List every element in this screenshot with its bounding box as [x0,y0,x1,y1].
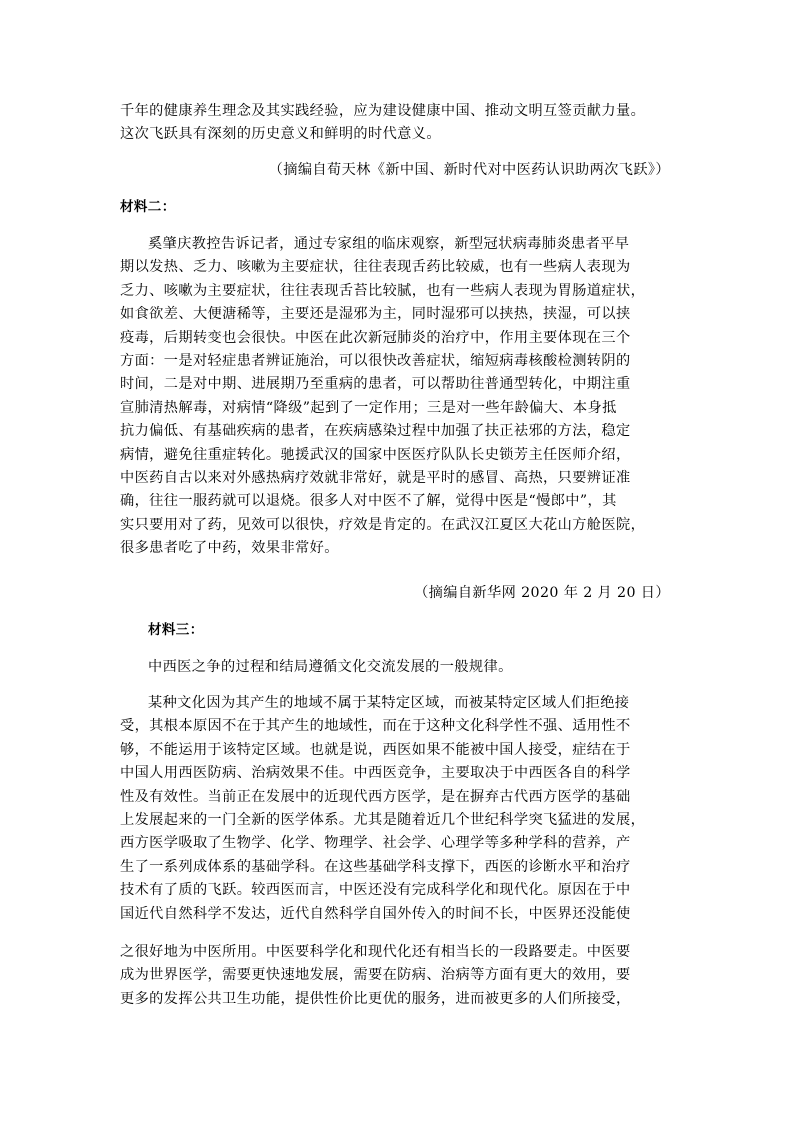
paragraph-line: 中医药自古以来对外感热病疗效就非常好，就是平时的感冒、高热，只要辨证准 [120,470,631,486]
paragraph-line: 疫毒，后期转变也会很快。中医在此次新冠肺炎的治疗中，作用主要体现在三个 [120,329,631,346]
paragraph-line: 很多患者吃了中药，效果非常好。 [120,540,339,557]
paragraph-line: 宣肺清热解毒，对病情“降级”起到了一定作用；三是对一些年龄偏大、本身抵 [120,399,617,416]
paragraph-line: 方面：一是对轻症患者辨证施治，可以很快改善症状，缩短病毒核酸检测转阴的 [120,353,631,369]
paragraph-line: 上发展起来的一门全新的医学体系。尤其是随着近几个世纪科学突飞猛进的发展， [120,812,646,828]
paragraph-line: 够，不能运用于该特定区域。也就是说，西医如果不能被中国人接受，症结在于 [120,741,631,758]
section-heading: 材料三： [148,622,204,638]
paragraph-line: 期以发热、乏力、咳嗽为主要症状，往往表现舌药比较威，也有一些病人表现为 [120,259,631,276]
paragraph-line: 生了一系列成体系的基础学科。在这些基础学科支撑下，西医的诊断水平和治疗 [120,858,631,875]
paragraph-line: 千年的健康养生理念及其实践经验，应为建设健康中国、推动文明互签贡献力量。 [120,103,646,119]
paragraph-line: 抗力偏低、有基础疾病的患者，在疾病感染过程中加强了扶正祛邪的方法，稳定 [120,423,631,440]
paragraph-line: 如食欲差、大便溏稀等，主要还是湿邪为主，同时湿邪可以挟热，挟湿，可以挟 [120,306,631,323]
paragraph-line: 成为世界医学，需要更快速地发展，需要在防病、治病等方面有更大的效用，要 [120,967,631,984]
paragraph-line: 之很好地为中医所用。中医要科学化和现代化还有相当长的一段路要走。中医要 [120,944,631,960]
paragraph-line: 某种文化因为其产生的地域不属于某特定区域，而被某特定区域人们拒绝接 [148,695,630,711]
paragraph-line: 实只要用对了药，见效可以很快，疗效是肯定的。在武汉江夏区大花山方舱医院， [120,516,646,533]
paragraph-line: 乏力、咳嗽为主要症状，往往表现舌苔比较腻，也有一些病人表现为胃肠道症状， [120,282,646,299]
paragraph-line: 时间，二是对中期、进展期乃至重病的患者，可以帮助往普通型转化，中期注重 [120,376,631,393]
paragraph-line: 性及有效性。当前正在发展中的近现代西方医学，是在摒弃古代西方医学的基础 [120,788,631,805]
paragraph-line: 国近代自然科学不发达，近代自然科学自国外传入的时间不长，中医界还没能使 [120,905,631,922]
paragraph-line: 技术有了质的飞跃。较西医而言，中医还没有完成科学化和现代化。原因在于中 [120,882,631,899]
paragraph-line: 确，往往一服药就可以退烧。很多人对中医不了解，觉得中医是“慢郎中”，其 [120,493,617,510]
paragraph-line: 中西医之争的过程和结局遵循文化交流发展的一般规律。 [148,659,513,675]
source-citation: （摘编自荀天林《新中国、新时代对中医药认识助两次飞跃》） [268,162,670,178]
paragraph-line: 西方医学吸取了生物学、化学、物理学、社会学、心理学等多种学科的营养，产 [120,835,631,852]
source-citation: （摘编自新华网 2020 年 2 月 20 日） [414,585,670,601]
paragraph-line: 更多的发挥公共卫生功能，提供性价比更优的服务，进而被更多的人们所接受， [120,990,631,1007]
section-heading: 材料二： [120,199,176,215]
paragraph-line: 受，其根本原因不在于其产生的地域性，而在于这种文化科学性不强、适用性不 [120,718,631,735]
paragraph-line: 中国人用西医防病、治病效果不佳。中西医竞争，主要取决于中西医各自的科学 [120,765,631,782]
paragraph-line: 病情，避免往重症转化。驰援武汉的国家中医医疗队队长史锁芳主任医师介绍， [120,446,631,463]
paragraph-line: 这次飞跃具有深刻的历史意义和鲜明的时代意义。 [120,126,441,142]
paragraph-line: 奚肇庆教控告诉记者，通过专家组的临床观察，新型冠状病毒肺炎患者平早 [148,236,630,252]
